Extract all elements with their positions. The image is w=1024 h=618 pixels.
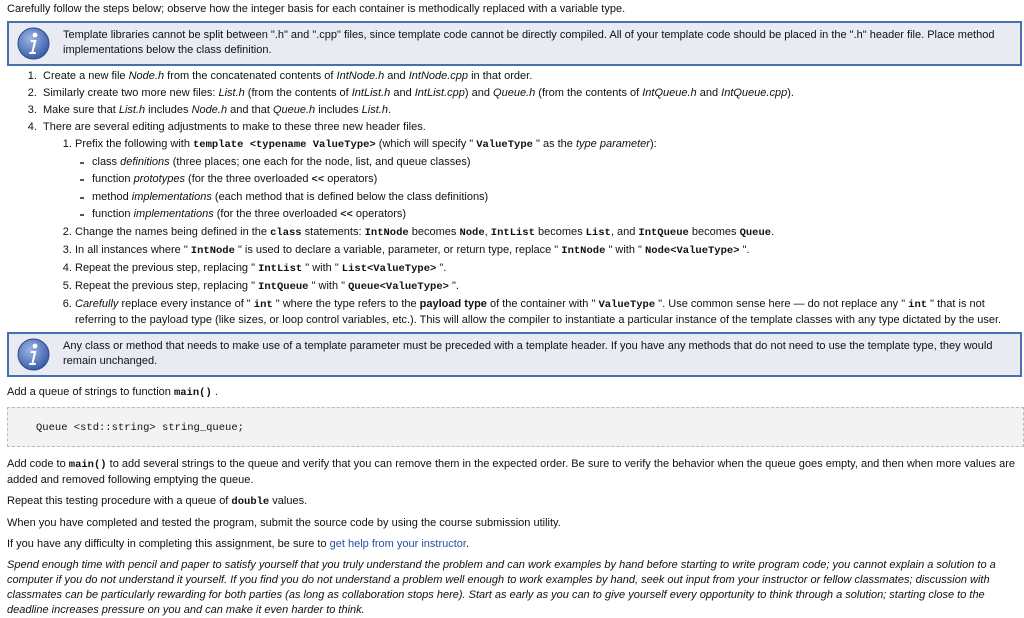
step-4: 4. There are several editing adjustments to make to these three new header files. 1. Prefix the following with template <typename ValueType> (which will specify " ValueType " as the type parameter): class definitions (three places; one each for the node, list, and queue classes) function prototypes (for the three overloaded << operators) method implementations (each method that is defined below the class definitions) function implementations (for the three overloaded << operators) 2. Change the names being defined in the class statements: IntNode becomes Node, IntList becomes List, and IntQueue becomes Queue. 3. In all instances where " IntNode " is used to declare a variable, parameter, or return type, replace " IntNode " with " Node<ValueType> ". 4. Repeat the previous step, replacing " IntList " with " List<ValueType> ". 5. Repeat the previous step, replacing " IntQueue " with " Queue<ValueType> ". 6. Carefully replace every instance of " int " where the type refers to the payload type of the container with " ValueType ". Use common sense here — do not replace any " int " that is not referring to the payload type (like sizes, or loop control variables, etc.). This will allow the compiler to instantiate a particular instance of the template classes with any type dictated by the user. [40,120,1024,328]
step-1: 1. Create a new file Node.h from the concatenated contents of IntNode.h and IntNode.cpp in that order. [40,69,1024,84]
steps-list [7,69,1024,328]
step-2: 2. Similarly create two more new files: List.h (from the contents of IntList.h and IntList.cpp) and Queue.h (from the contents of IntQueue.h and IntQueue.cpp). [40,86,1024,101]
substep-3: 3. In all instances where " IntNode " is used to declare a variable, parameter, or return type, replace " IntNode " with " Node<ValueType> ". [75,243,1024,259]
help-link[interactable]: get help from your instructor [329,538,466,550]
info-note-1-text: Template libraries cannot be split between ".h" and ".cpp" files, since template code cannot be directly compiled. All of your template code should be placed in the ".h" header file. Place method implementations below the class definition. [63,29,995,56]
submit-text: When you have completed and tested the program, submit the source code by using the course submission utility. [7,517,561,529]
info-note-2-text: Any class or method that needs to make use of a template parameter must be preceded with a template header. If you have any methods that do not need to use the template type, they would remain unchanged. [63,340,993,367]
intro-text: Carefully follow the steps below; observe how the integer basis for each container is methodically replaced with a variable type. [7,3,626,15]
substep-4: 4. Repeat the previous step, replacing " IntList " with " List<ValueType> ". [75,261,1024,277]
substep-5: 5. Repeat the previous step, replacing " IntQueue " with " Queue<ValueType> ". [75,279,1024,295]
repeat-text: Repeat this testing procedure with a queue of double values. [7,495,308,508]
add-code-text: Add code to main() to add several strings to the queue and verify that you can remove them in the expected order. Be sure to verify the behavior when the queue goes empty, and then when more values are added and removed following emptying the queue. [7,458,1016,486]
info-icon [17,27,50,60]
list-item: function prototypes (for the three overloaded << operators) [92,172,1024,188]
info-note-1 [7,21,1022,66]
substep-2: 2. Change the names being defined in the class statements: IntNode becomes Node, IntList becomes List, and IntQueue becomes Queue. [75,225,1024,241]
list-item: method implementations (each method that is defined below the class definitions) [92,190,1024,205]
add-queue-text: Add a queue of strings to function main() . [7,386,218,399]
help-text: If you have any difficulty in completing this assignment, be sure to get help from your instructor. [7,538,470,550]
substep-6: 6. Carefully replace every instance of " int " where the type refers to the payload type of the container with " ValueType ". Use common sense here — do not replace any " int " that is not referring to the payload type (like sizes, or loop control variables, etc.). This will allow the compiler to instantiate a particular instance of the template classes with any type dictated by the user. [75,297,1024,328]
template-prefix-list [75,155,1024,223]
closing-text: Spend enough time with pencil and paper to satisfy yourself that you truly understand the problem and can work examples by hand before starting to write program code; you cannot explain a solution to a computer if you do not understand it yourself. If you find you do not understand a problem well enough to work examples by hand, seek out input from your instructor or fellow classmates; discussion with classmates can be particularly rewarding for both parties (as long as collaboration stops here). Start as early as you can to give yourself every opportunity to think through a solution; starting close to the deadline increases pressure on you and can make it even harder to think. [7,559,996,616]
substep-1: 1. Prefix the following with template <typename ValueType> (which will specify " ValueType " as the type parameter): class definitions (three places; one each for the node, list, and queue classes) function prototypes (for the three overloaded << operators) method implementations (each method that is defined below the class definitions) function implementations (for the three overloaded << operators) [75,137,1024,223]
list-item: function implementations (for the three overloaded << operators) [92,207,1024,223]
info-note-2 [7,332,1022,377]
info-icon [17,338,50,371]
list-item: class definitions (three places; one each for the node, list, and queue classes) [92,155,1024,170]
step-4-substeps [43,137,1024,328]
code-block: Queue <std::string> string_queue; [7,407,1024,447]
step-3: 3. Make sure that List.h includes Node.h and that Queue.h includes List.h. [40,103,1024,118]
